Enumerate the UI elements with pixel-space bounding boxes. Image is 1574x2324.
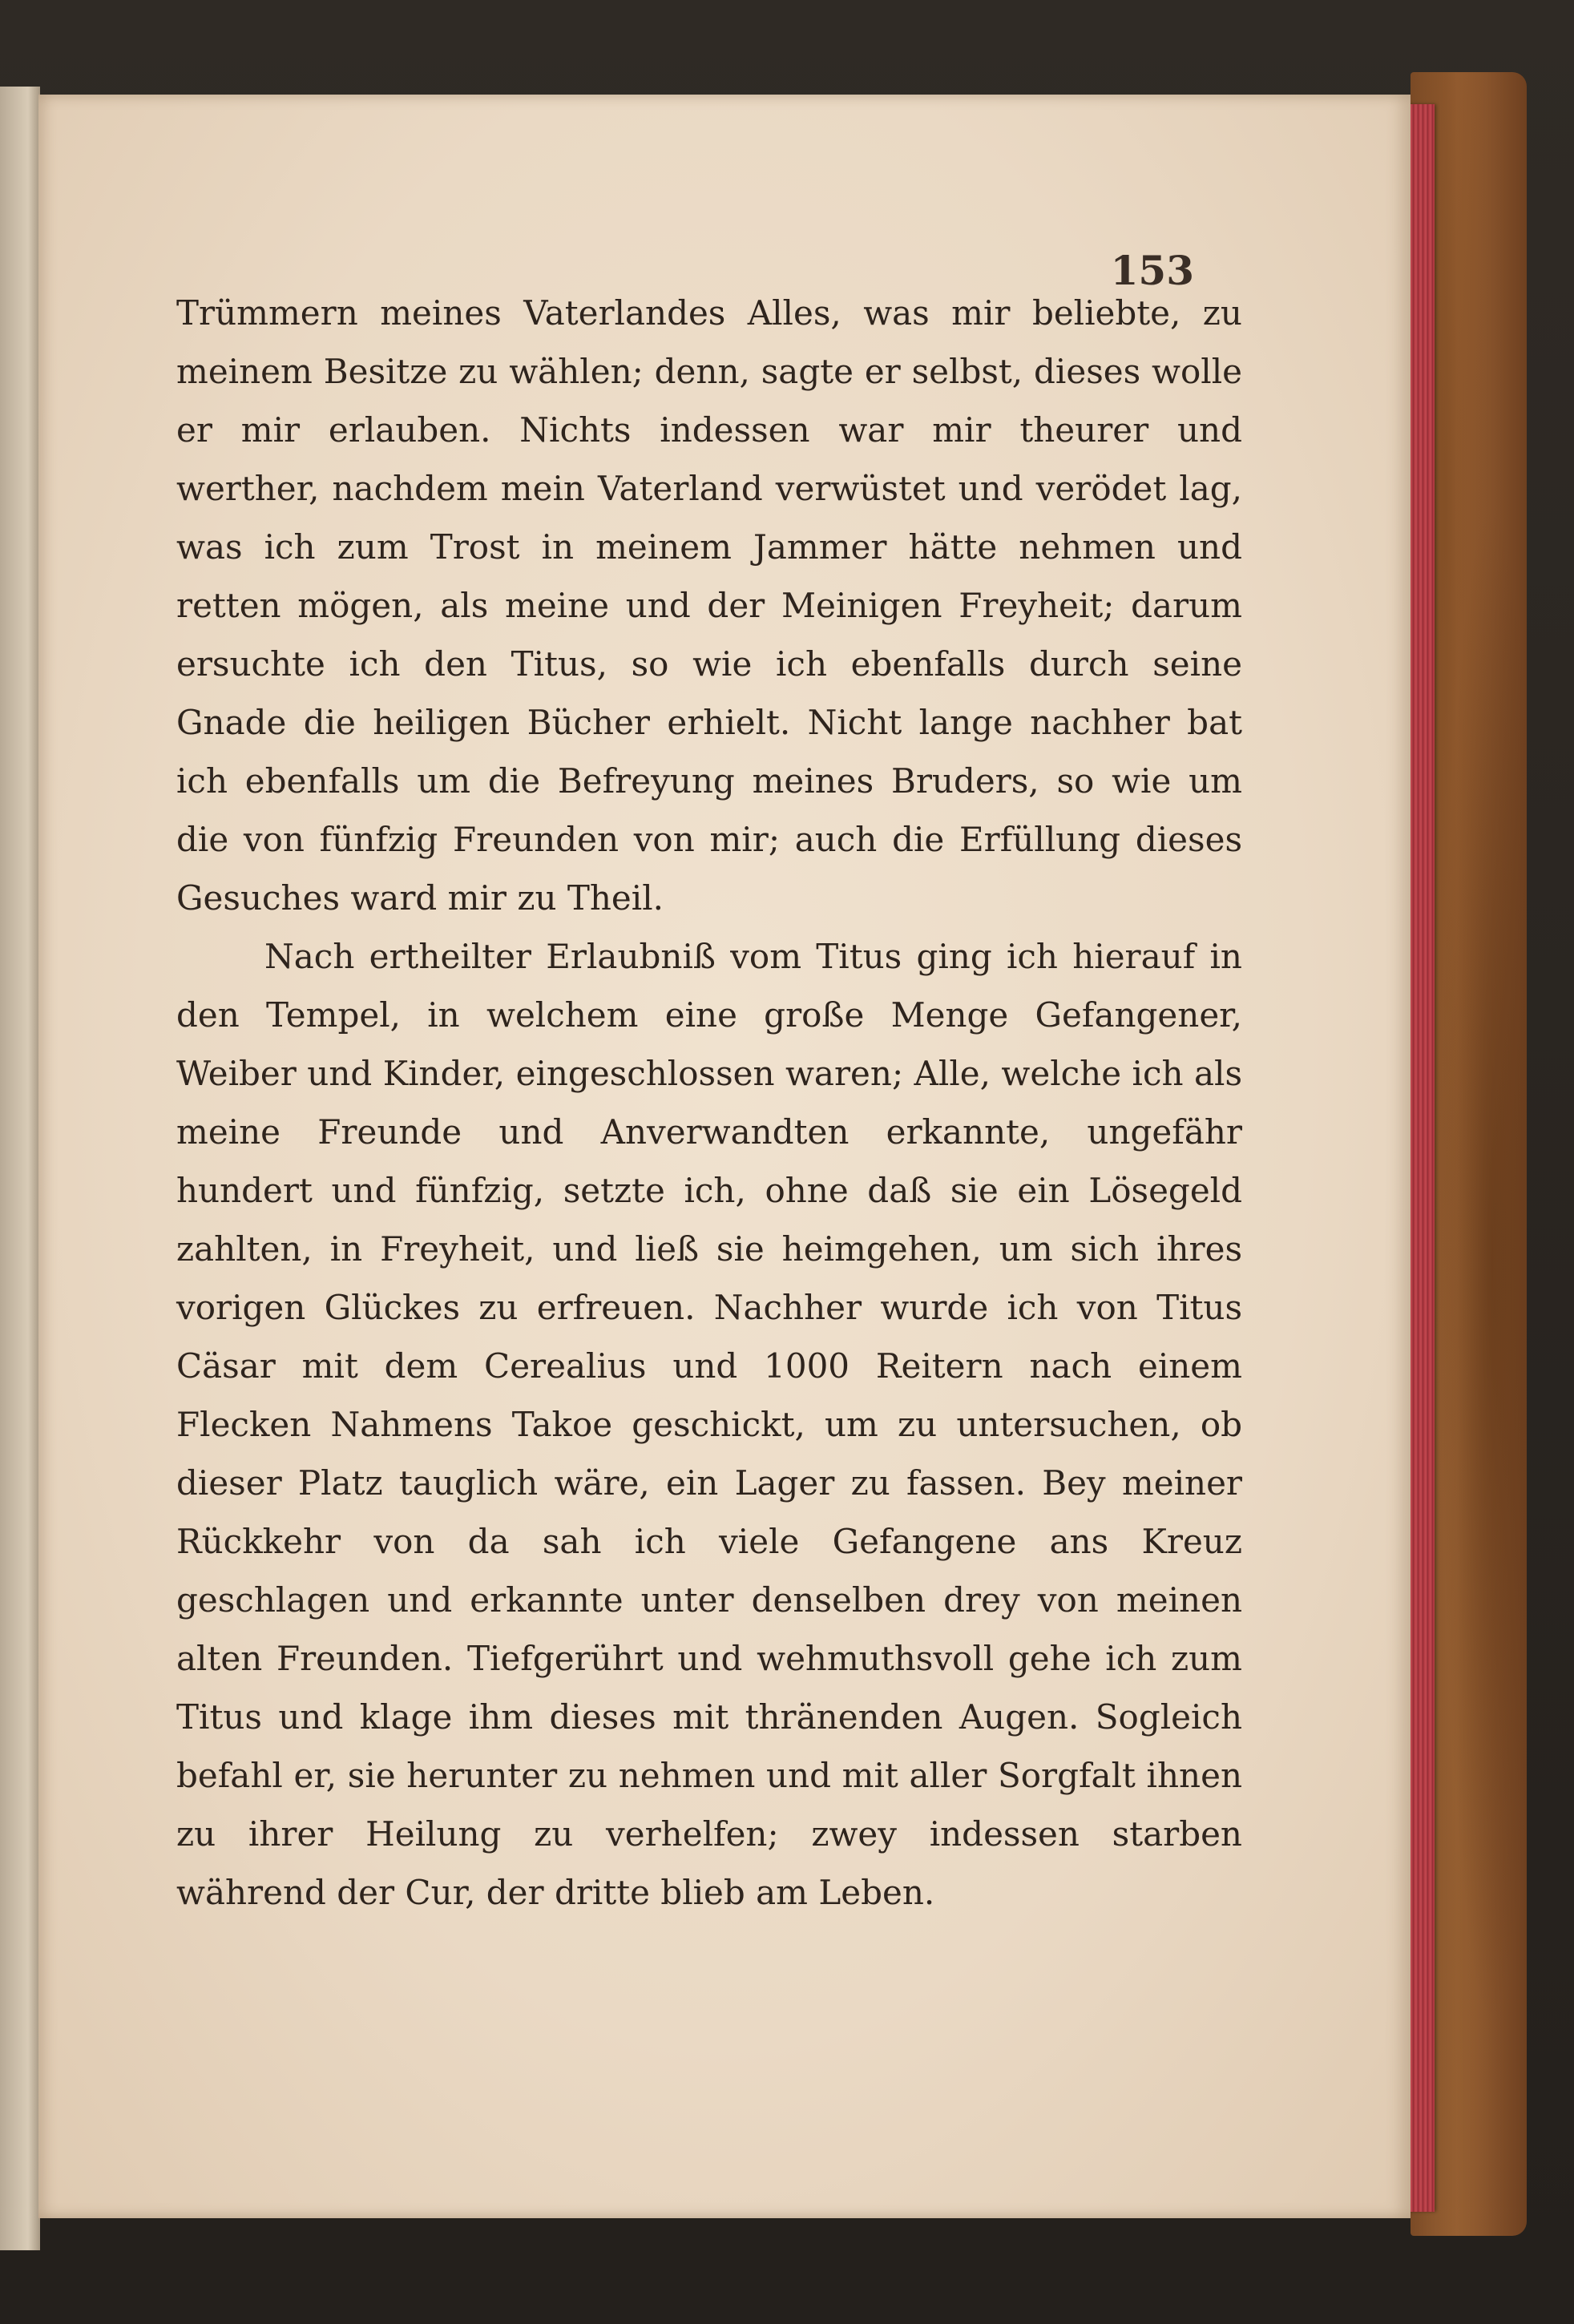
body-text <box>176 284 1242 1922</box>
paragraph-2: Nach ertheilter Erlaubniß vom Titus ging ich hierauf in den Tempel, in welchem eine große Menge Gefangener, Weiber und Kinder, eingeschlossen waren; Alle, welche ich als meine Freunde und Anverwandten erkannte, ungefähr hundert und fünfzig, setzte ich, ohne daß sie ein Lösegeld zahlten, in Freyheit, und ließ sie heimgehen, um sich ihres vorigen Glückes zu erfreuen. Nachher wurde ich von Titus Cäsar mit dem Cerealius und 1000 Reitern nach einem Flecken Nahmens Takoe geschickt, um zu untersuchen, ob dieser Platz tauglich wäre, ein Lager zu fassen. Bey meiner Rückkehr von da sah ich viele Gefangene ans Kreuz geschlagen und erkannte unter denselben drey von meinen alten Freunden. Tiefgerührt und wehmuthsvoll gehe ich zum Titus und klage ihm dieses mit thränenden Augen. Sogleich befahl er, sie herunter zu nehmen und mit aller Sorgfalt ihnen zu ihrer Heilung zu verhelfen; zwey indessen starben während der Cur, der dritte blieb am Leben. <box>176 937 1242 1912</box>
left-page-edge <box>0 87 40 2250</box>
paragraph-1: Trümmern meines Vaterlandes Alles, was mir beliebte, zu meinem Besitze zu wählen; denn, sagte er selbst, dieses wolle er mir erlauben. Nichts indessen war mir theurer und werther, nachdem mein Vaterland verwüstet und verödet lag, was ich zum Trost in meinem Jammer hätte nehmen und retten mögen, als meine und der Meinigen Freyheit; darum ersuchte ich den Titus, so wie ich ebenfalls durch seine Gnade die heiligen Bücher erhielt. Nicht lange nachher bat ich ebenfalls um die Befreyung meines Bruders, so wie um die von fünfzig Freunden von mir; auch die Erfüllung dieses Gesuches ward mir zu Theil. <box>176 293 1242 918</box>
book-page <box>38 95 1411 2218</box>
page-number: 153 <box>1110 247 1194 294</box>
